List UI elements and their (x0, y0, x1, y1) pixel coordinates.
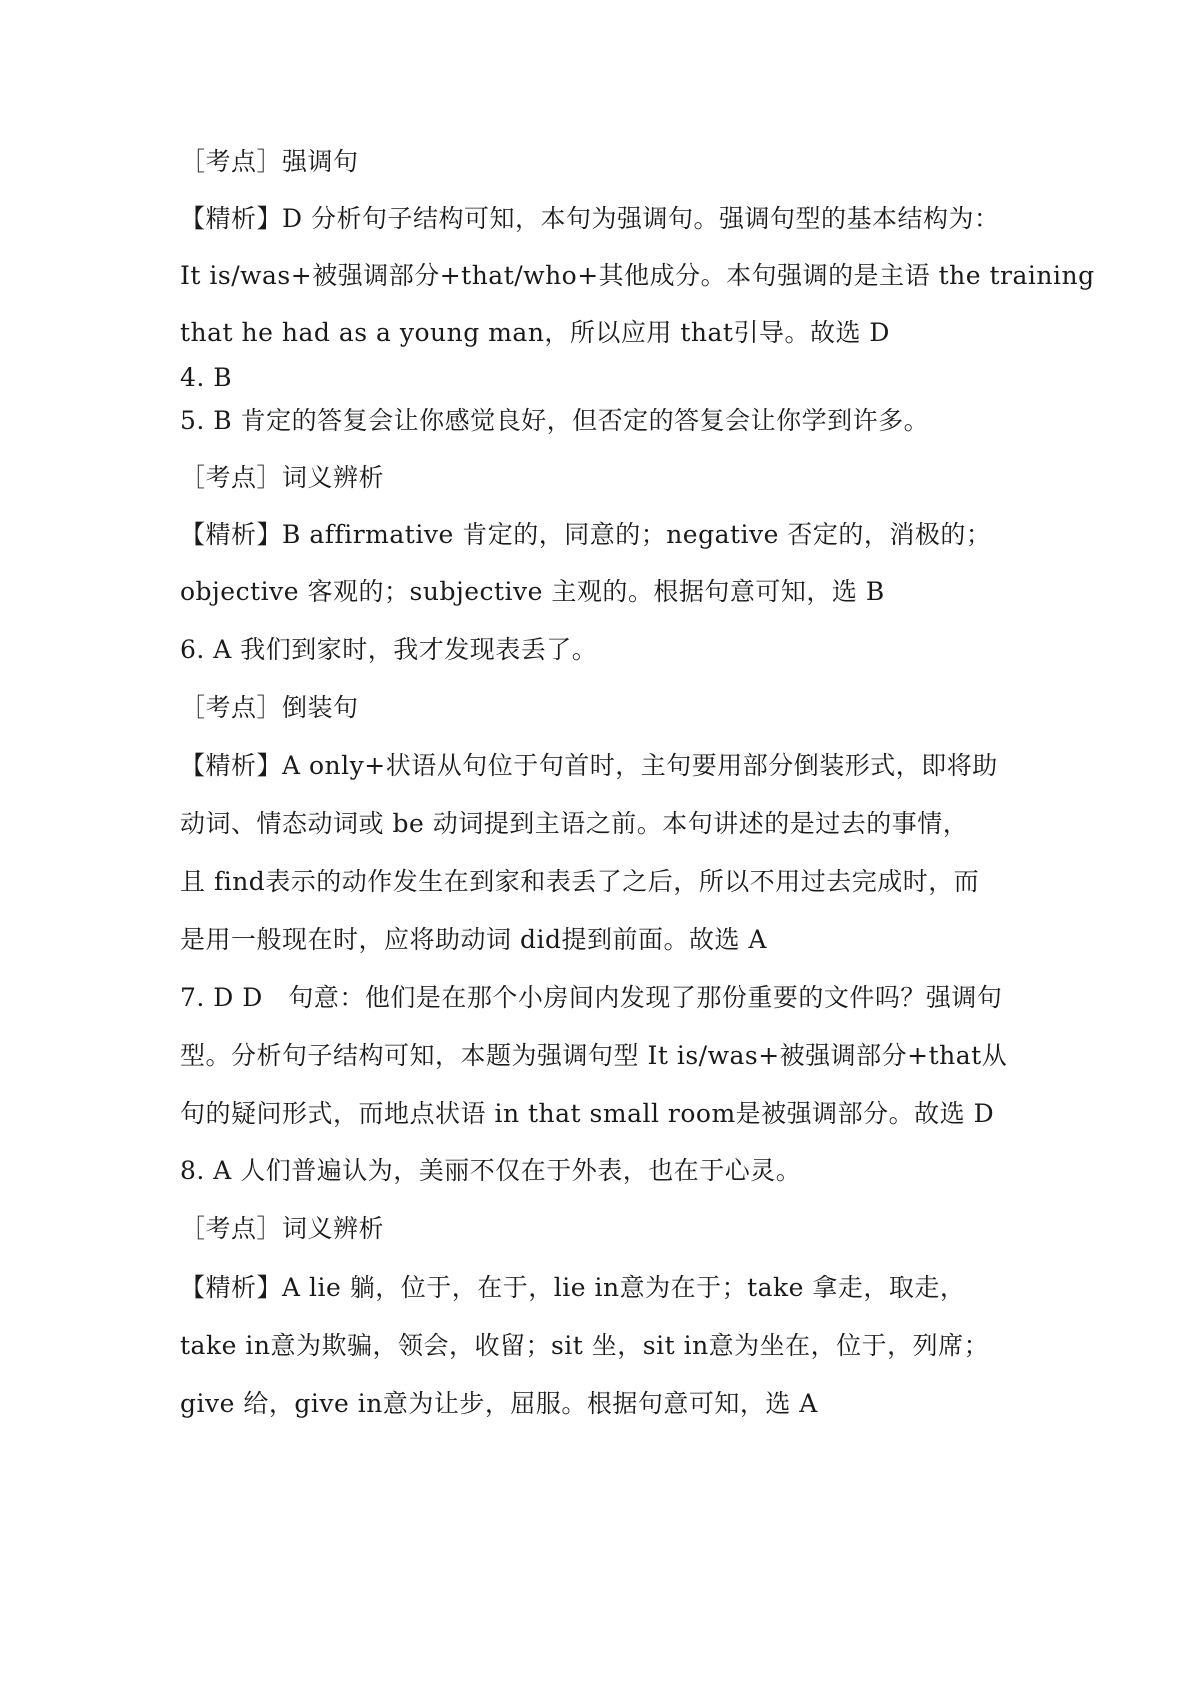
analysis-line: that he had as a young man，所以应用 that引导。故选 D (180, 318, 890, 347)
analysis-line: 是用一般现在时，应将助动词 did提到前面。故选 A (180, 925, 767, 954)
analysis-line: 动词、情态动词或 be 动词提到主语之前。本句讲述的是过去的事情， (180, 809, 969, 838)
section-heading-inversion: ［考点］倒装句 (180, 693, 359, 722)
section-heading-vocab: ［考点］词义辨析 (180, 463, 385, 492)
section-heading-emphatic: ［考点］强调句 (180, 147, 359, 176)
answer-item: 4. B (180, 363, 233, 392)
analysis-line: objective 客观的；subjective 主观的。根据句意可知，选 B (180, 577, 885, 606)
answer-item: 6. A 我们到家时，我才发现表丢了。 (180, 635, 598, 664)
analysis-line: 型。分析句子结构可知，本题为强调句型 It is/was+被强调部分+that从 (180, 1041, 1008, 1070)
answer-item: 5. B 肯定的答复会让你感觉良好，但否定的答复会让你学到许多。 (180, 406, 930, 435)
answer-item: 8. A 人们普遍认为，美丽不仅在于外表，也在于心灵。 (180, 1156, 802, 1185)
analysis-line: 且 find表示的动作发生在到家和表丢了之后，所以不用过去完成时，而 (180, 867, 980, 896)
analysis-line: 【精析】A only+状语从句位于句首时，主句要用部分倒装形式，即将助 (180, 751, 998, 780)
analysis-line: 句的疑问形式，而地点状语 in that small room是被强调部分。故选 D (180, 1099, 995, 1128)
analysis-line: take in意为欺骗，领会，收留；sit 坐，sit in意为坐在，位于，列席； (180, 1331, 990, 1360)
answer-item: 7. D D 句意：他们是在那个小房间内发现了那份重要的文件吗？强调句 (180, 983, 1003, 1012)
analysis-line: 【精析】B affirmative 肯定的，同意的；negative 否定的，消极的； (180, 520, 992, 549)
analysis-line: 【精析】D 分析句子结构可知，本句为强调句。强调句型的基本结构为： (180, 204, 1000, 233)
analysis-line: give 给，give in意为让步，屈服。根据句意可知，选 A (180, 1389, 818, 1418)
section-heading-vocab: ［考点］词义辨析 (180, 1214, 385, 1243)
analysis-line: It is/was+被强调部分+that/who+其他成分。本句强调的是主语 the training (180, 261, 1095, 290)
analysis-line: 【精析】A lie 躺，位于，在于，lie in意为在于；take 拿走，取走， (180, 1273, 966, 1302)
